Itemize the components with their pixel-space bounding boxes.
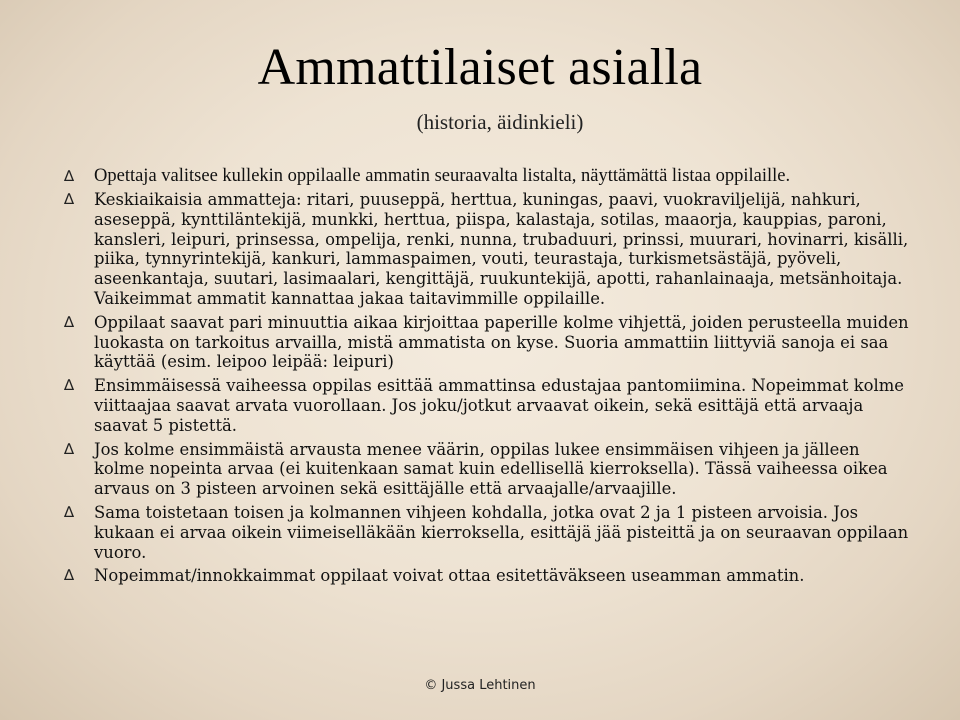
delta-bullet-icon: ∆	[64, 566, 75, 585]
bullet-text: Oppilaat saavat pari minuuttia aikaa kirjoittaa paperille kolme vihjettä, joiden perusteella muiden luokasta on tarkoitus arvailla, mistä ammatista on kyse. Suoria ammattiin liittyviä sanoja ei saa käyttää (esim. leipoo leipää: leipuri)	[94, 312, 909, 372]
bullet-item	[64, 440, 914, 499]
bullet-item	[64, 166, 914, 186]
bullet-item	[64, 566, 914, 586]
slide-title: Ammattilaiset asialla	[257, 39, 703, 96]
bullet-item	[64, 313, 914, 372]
delta-bullet-icon: ∆	[64, 312, 75, 331]
delta-bullet-icon: ∆	[64, 167, 75, 185]
delta-bullet-icon: ∆	[64, 502, 75, 521]
copyright-footer: © Jussa Lehtinen	[424, 678, 536, 693]
bullet-item	[64, 376, 914, 435]
bullet-text: Keskiaikaisia ammatteja: ritari, puuseppä, herttua, kuningas, paavi, vuokraviljelijä, nahkuri, aseseppä, kynttiläntekijä, munkki, herttua, piispa, kalastaja, sotilas, maaorja, kauppias, paroni, kansleri, leipuri, prinsessa, ompelija, renki, nunna, trubaduuri, prinssi, muurari, hovinarri, kisälli, piika, tynnyrintekijä, kankuri, lammaspaimen, vouti, teurastaja, turkismetsästäjä, pyöveli, aseenkantaja, suutari, lasimaalari, kengittäjä, ruukuntekijä, apotti, rahanlainaaja, metsänhoitaja. Vaikeimmat ammatit kannattaa jakaa taitavimmille oppilaille.	[94, 190, 909, 308]
delta-bullet-icon: ∆	[64, 376, 75, 395]
bullet-text: Sama toistetaan toisen ja kolmannen vihjeen kohdalla, jotka ovat 2 ja 1 pisteen arvoisia. Jos kukaan ei arvaa oikein viimeiselläkään kierroksella, esittäjä jää pisteittä ja on seuraavan oppilaan vuoro.	[94, 502, 909, 562]
bullet-text: Nopeimmat/innokkaimmat oppilaat voivat ottaa esitettäväkseen useamman ammatin.	[94, 566, 805, 586]
bullet-text: Ensimmäisessä vaiheessa oppilas esittää ammattinsa edustajaa pantomiimina. Nopeimmat kolme viittaajaa saavat arvata vuorollaan. Jos joku/jotkut arvaavat oikein, sekä esittäjä että arvaaja saavat 5 pistettä.	[94, 376, 904, 435]
bullet-text: Jos kolme ensimmäistä arvausta menee väärin, oppilas lukee ensimmäisen vihjeen ja jälleen kolme nopeinta arvaa (ei kuitenkaan samat kuin edellisellä kierroksella). Tässä vaiheessa oikea arvaus on 3 pisteen arvoinen sekä esittäjälle että arvaajalle/arvaajille.	[94, 439, 888, 499]
delta-bullet-icon: ∆	[64, 190, 75, 208]
bullet-text: Opettaja valitsee kullekin oppilaalle ammatin seuraavalta listalta, näyttämättä listaa oppilaille.	[94, 166, 791, 186]
bullet-item	[64, 190, 914, 309]
slide-subtitle: (historia, äidinkieli)	[416, 110, 584, 134]
bullet-item	[64, 503, 914, 562]
bullet-list	[64, 166, 914, 590]
delta-bullet-icon: ∆	[64, 439, 75, 458]
